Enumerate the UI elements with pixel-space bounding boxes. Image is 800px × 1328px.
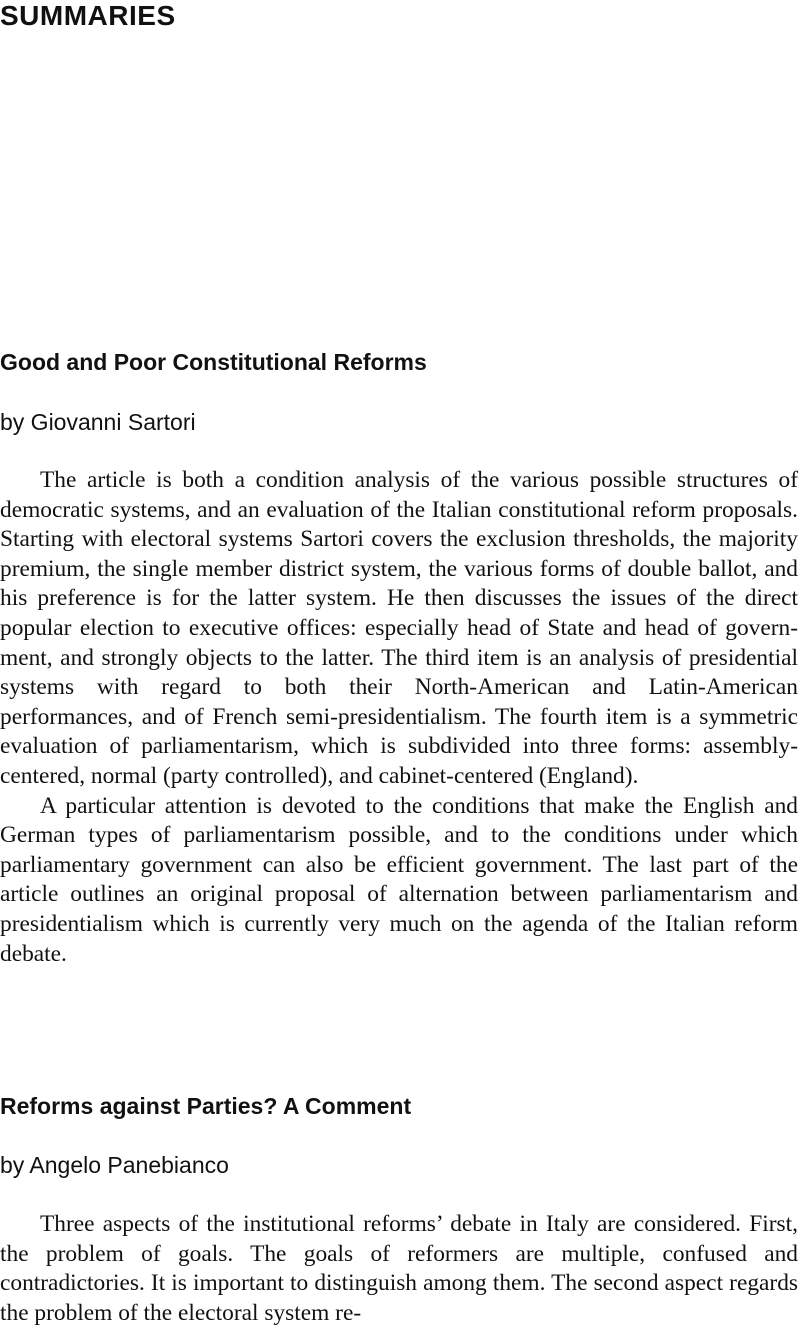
- article-summary: [0, 1210, 798, 1328]
- page-heading: SUMMARIES: [0, 0, 176, 31]
- article-title: Good and Poor Constitutional Reforms: [0, 349, 427, 375]
- article-title: Reforms against Parties? A Comment: [0, 1093, 412, 1119]
- summary-paragraph: A particular attention is devoted to the conditions that make the English and German types of parliamentarism possible, and to the conditions under which parliamentary government can also be efficient government. The last part of the article outlines an original proposal of alternation between parliamentarism and presidentialism which is currently very much on the agenda of the Italian reform debate.: [0, 792, 798, 967]
- article-summary: [0, 466, 798, 969]
- article-author: by Angelo Panebianco: [0, 1152, 229, 1178]
- summary-paragraph: The article is both a condition analysis of the various possible structures of democratic systems, and an evaluation of the Italian constitutional reform proposals. Starting with electoral systems Sartori covers the exclusion thresholds, the majority premium, the single member district system, the various forms of double ballot, and his preference is for the latter system. He then discusses the issues of the direct popular election to executive offices: especially head of State and head of government, and strongly objects to the latter. The third item is an analysis of presidential systems with regard to both their North-American and Latin-American performances, and of French semi-presidentialism. The fourth item is a symmetric evaluation of parliamentarism, which is subdivided into three forms: assembly-centered, normal (party controlled), and cabinet-centered (England).: [0, 467, 798, 789]
- summary-paragraph: Three aspects of the institutional reforms’ debate in Italy are considered. First, the problem of goals. The goals of reformers are multiple, confused and contradictories. It is important to distinguish among them. The second aspect regards the problem of the electoral system re-: [0, 1211, 798, 1326]
- article-author: by Giovanni Sartori: [0, 409, 196, 435]
